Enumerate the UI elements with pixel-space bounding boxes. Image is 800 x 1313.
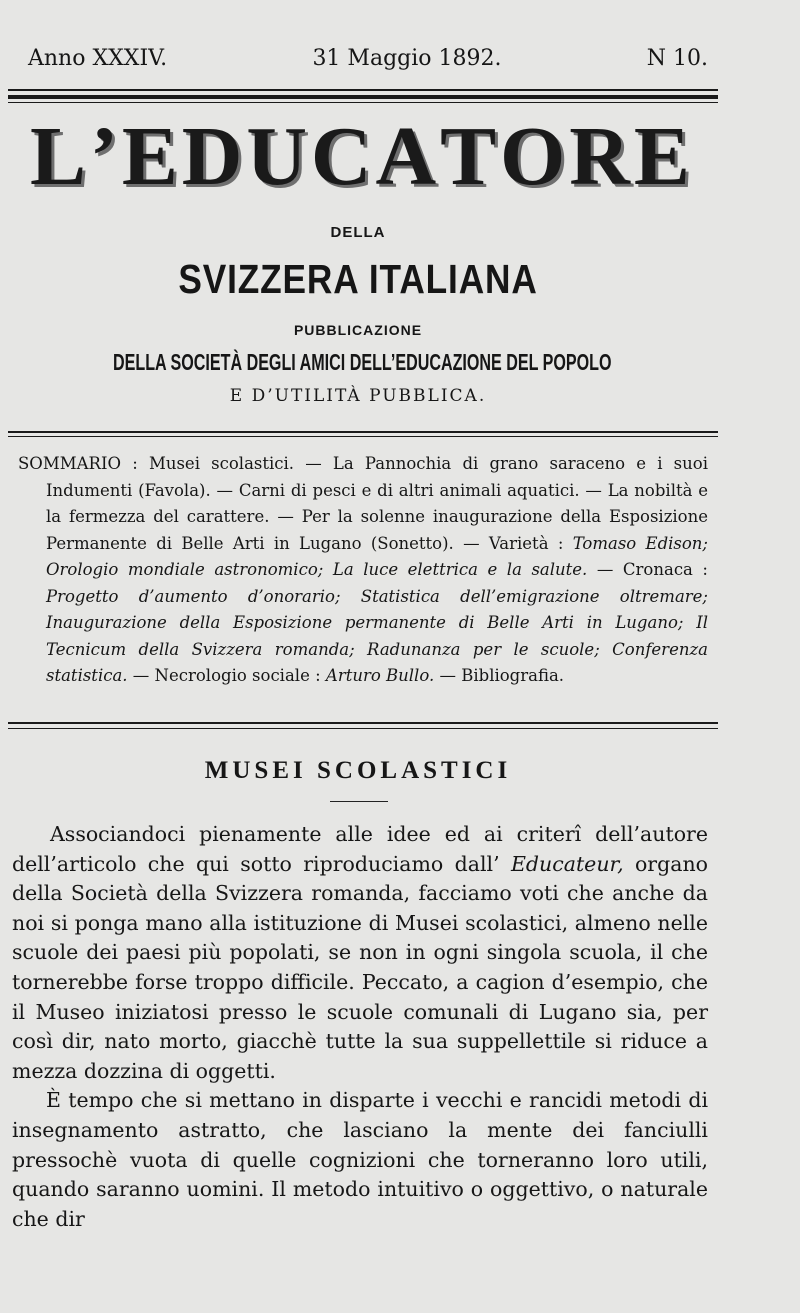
article-rule-top	[8, 722, 718, 724]
mast-letter: T	[440, 110, 497, 203]
mast-letter: R	[569, 110, 630, 203]
summary-rule-top	[8, 431, 718, 433]
mast-letter: C	[310, 110, 372, 203]
paragraph-text: Associandoci pienamente alle idee ed ai criterî dell’autore dell’articolo che qui sotto riproduciamo dall’	[12, 822, 708, 876]
volume-year: Anno XXXIV.	[28, 46, 168, 71]
article-rule-thin	[8, 728, 718, 729]
summary-text	[18, 451, 708, 690]
mast-letter: A	[375, 110, 437, 203]
summary-rule-top-thin	[8, 436, 718, 437]
necrologio-label: Necrologio sociale :	[154, 666, 321, 685]
masthead-society: DELLA SOCIETÀ DEGLI AMICI DELL’EDUCAZIONE DEL POPOLO	[113, 349, 612, 375]
masthead-title	[30, 112, 690, 202]
masthead-pubblicazione: PUBBLICAZIONE	[293, 322, 423, 338]
mast-letter: D	[181, 110, 243, 203]
paragraph-text: organo della Società della Svizzera romanda, facciamo voti che anche da noi si ponga mano alla istituzione di Musei scolastici, almeno nelle scuole dei paesi più popolati, se non in ogni singola scuola, il che tornerebbe forse troppo difficile. Peccato, a cagion d’esempio, che il Museo iniziatosi presso le scuole comunali di Lugano sia, per così dir, nato morto, giacchè tutte la sua suppellettile si riduce a mezza dozzina di oggetti.	[12, 851, 708, 1083]
summary-tail: — Bibliografia.	[434, 666, 565, 685]
summary-dash: —	[587, 560, 623, 579]
mast-letter: E	[633, 110, 690, 203]
varieta-label: Varietà :	[488, 533, 564, 553]
mast-letter: E	[121, 110, 178, 203]
mast-letter: U	[246, 110, 308, 203]
header-rule-thick	[8, 95, 718, 99]
header-rule-thin	[8, 102, 718, 103]
masthead-region: SVIZZERA ITALIANA	[178, 256, 538, 302]
necrologio-name: Arturo Bullo.	[325, 666, 435, 685]
mast-letter: L	[30, 110, 87, 203]
summary-label: SOMMARIO :	[18, 454, 138, 473]
mast-letter: ’	[89, 110, 118, 203]
summary-dash: —	[127, 666, 155, 685]
title-divider	[330, 801, 388, 802]
masthead-utility: E D’UTILITÀ PUBBLICA.	[229, 386, 487, 406]
article-paragraph	[12, 820, 708, 1086]
cronaca-label: Cronaca :	[622, 560, 708, 579]
cronaca-items: Progetto d’aumento d’onorario; Statistica dell’emigrazione oltremare; Inaugurazione della Esposizione permanente di Belle Arti in Lugano; Il Tecnicum della Svizzera romanda; Radunanza per le scuole; Conferenza statistica.	[46, 586, 708, 685]
article-title: MUSEI SCOLASTICI	[204, 757, 512, 784]
mast-letter: O	[500, 110, 566, 203]
varieta-items: Tomaso Edison; Orologio mondiale astronomico; La luce elettrica e la salute.	[46, 533, 708, 579]
header-rule-top	[8, 89, 718, 91]
summary-block	[18, 451, 708, 690]
source-journal: Educateur,	[510, 851, 624, 876]
issue-number: N 10.	[646, 46, 708, 71]
masthead-della: DELLA	[330, 224, 386, 241]
article-body	[12, 820, 708, 1234]
issue-line	[28, 44, 708, 74]
issue-date: 31 Maggio 1892.	[312, 46, 502, 71]
summary-intro: Musei scolastici. — La Pannochia di grano saraceno e i suoi Indumenti (Favola). — Carni di pesci e di altri animali aquatici. — La nobiltà e la fermezza del carattere. — Per la solenne inaugurazione della Esposizione Permanente di Belle Arti in Lugano (Sonetto). —	[46, 454, 708, 553]
article-paragraph: È tempo che si mettano in disparte i vecchi e rancidi metodi di insegnamento astratto, che lasciano la mente dei fanciulli pressochè vuota di quelle cognizioni che torneranno loro utili, quando saranno uomini. Il metodo intuitivo o oggettivo, o naturale che dir	[12, 1088, 708, 1231]
